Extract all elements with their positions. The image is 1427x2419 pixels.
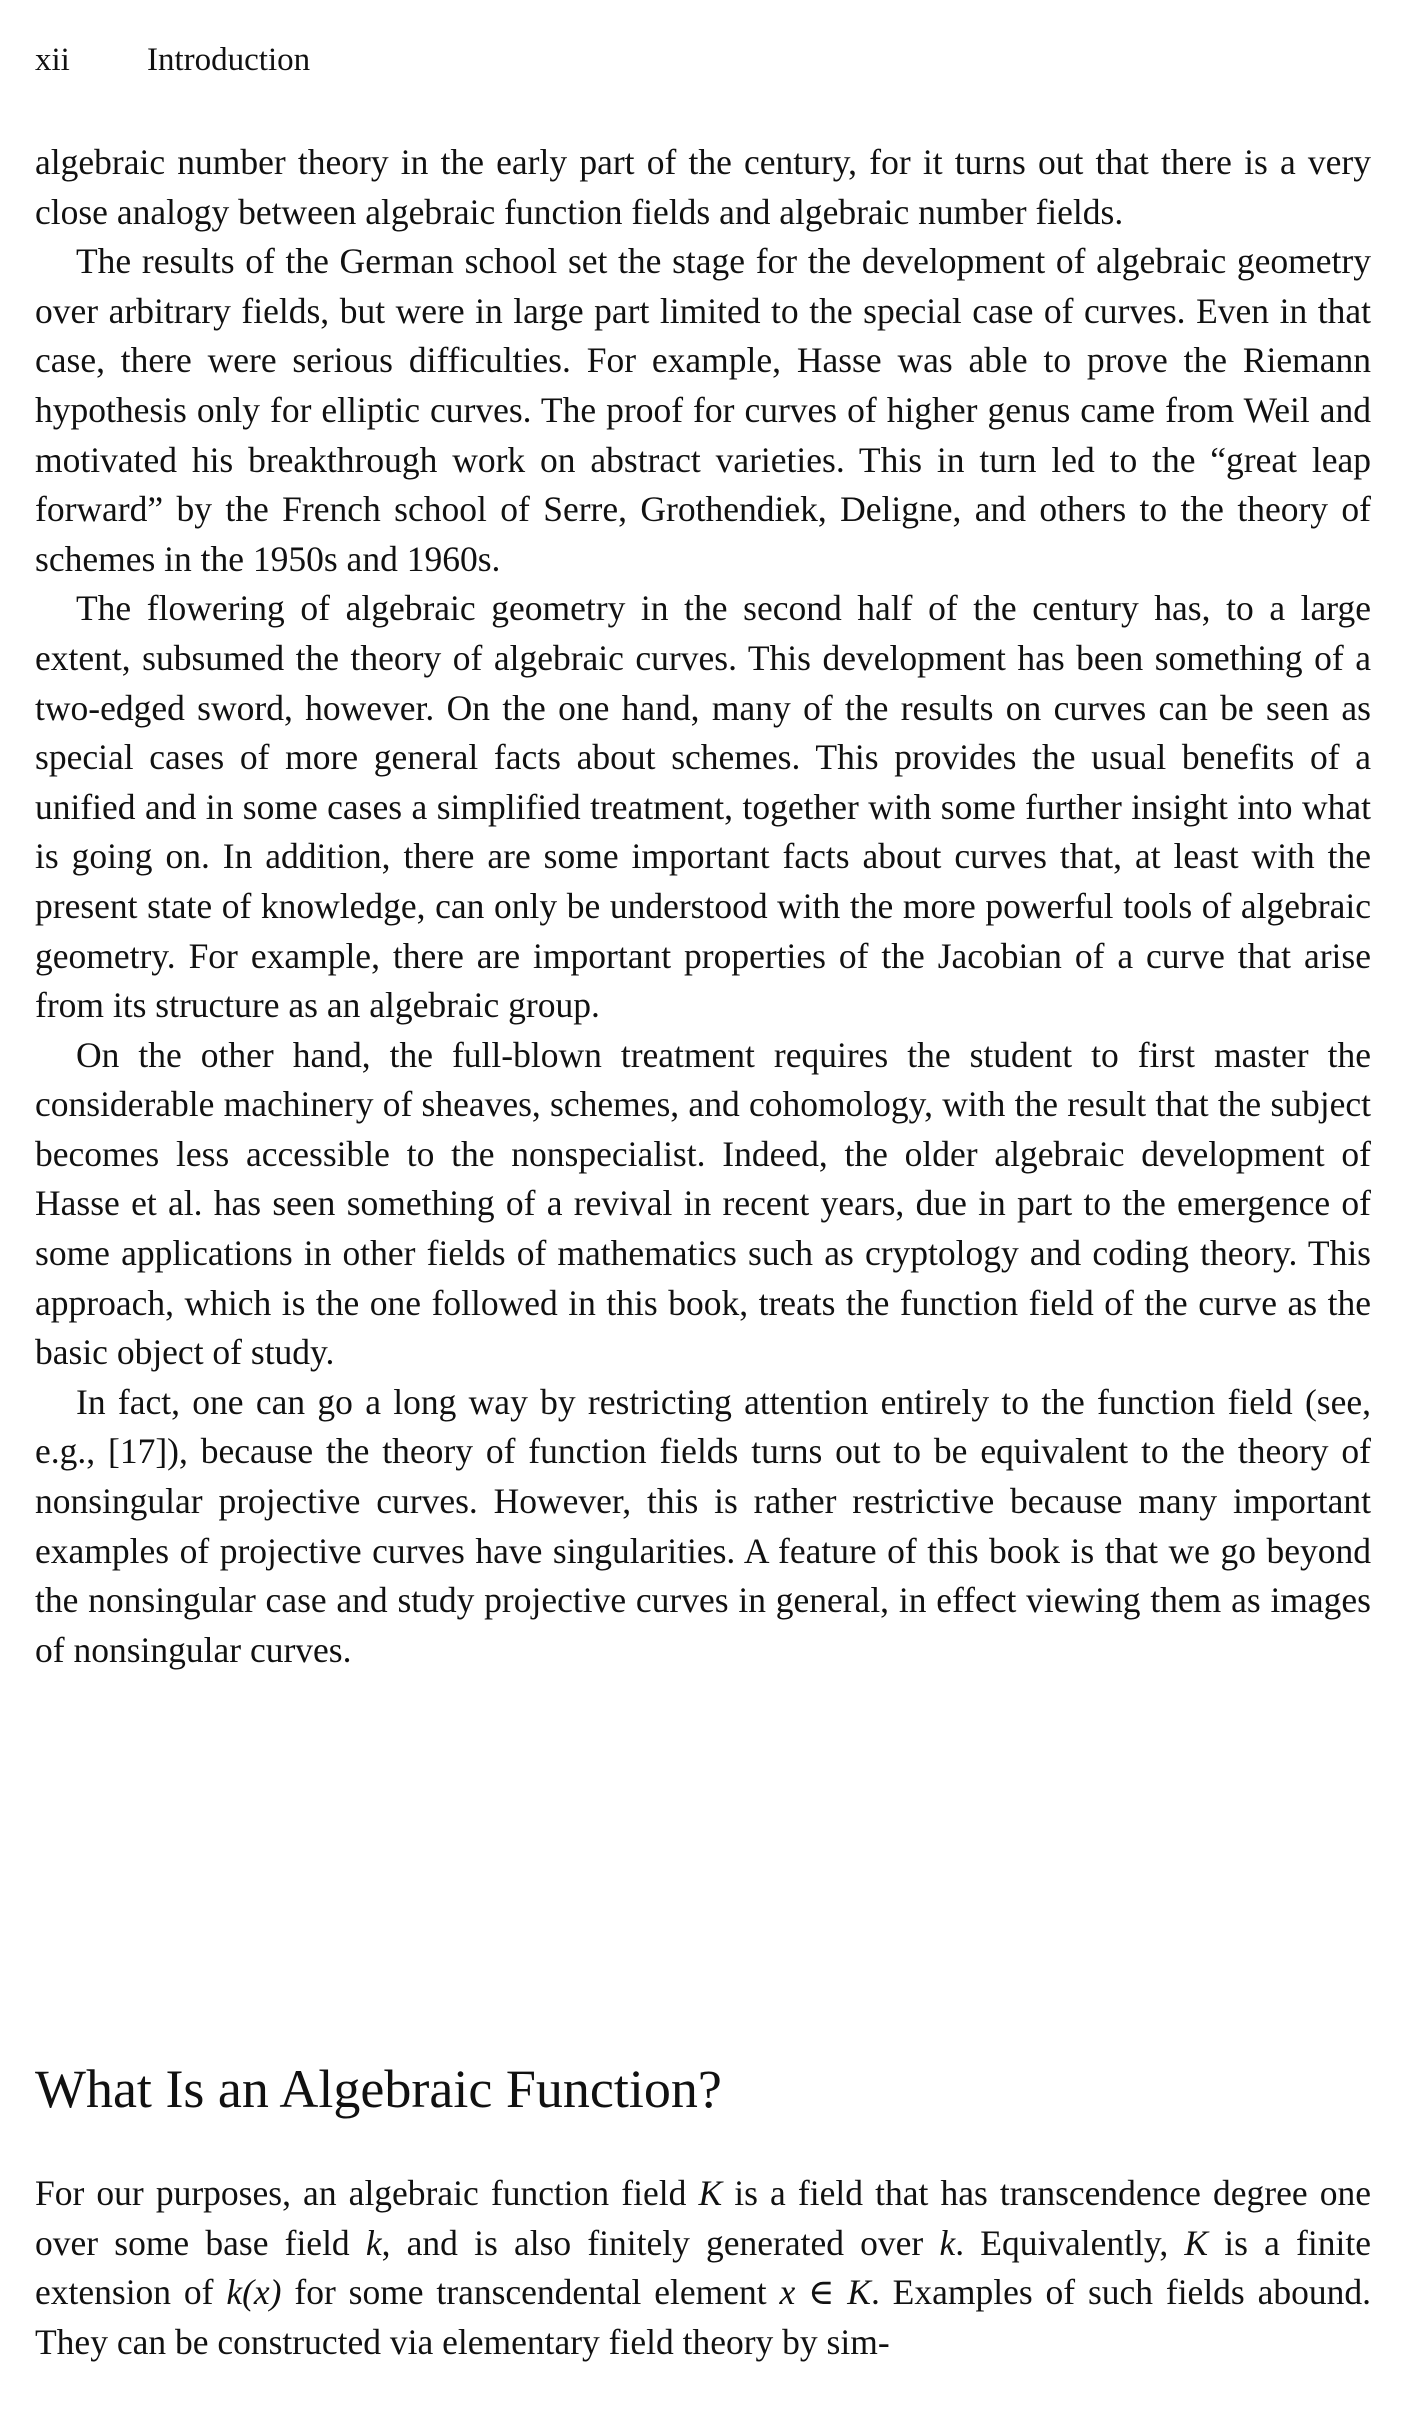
paragraph-continued: algebraic number theory in the early part of the century, for it turns out that there is a very close analogy between algebraic function fields and algebraic number fields. xyxy=(35,142,1371,232)
math-x-in-K: x ∈ K xyxy=(779,2272,871,2313)
section-paragraph xyxy=(35,2169,1371,2367)
paragraph-other-hand: On the other hand, the full-blown treatment requires the student to first master the considerable machinery of sheaves, schemes, and cohomology, with the result that the subject becomes less accessible to the nonspecialist. Indeed, the older algebraic development of Hasse et al. has seen something of a revival in recent years, due in part to the emergence of some applications in other fields of mathematics such as cryptology and coding theory. This approach, which is the one followed in this book, treats the function field of the curve as the basic object of study. xyxy=(35,1034,1371,1373)
text-run: for some transcendental element xyxy=(281,2272,780,2313)
math-kx: k(x) xyxy=(226,2272,282,2313)
text-run: . Equivalently, xyxy=(955,2222,1185,2263)
section-body xyxy=(35,2169,1371,2367)
paragraph-in-fact: In fact, one can go a long way by restricting attention entirely to the function field (see, e.g., [17]), because the theory of function fields turns out to be equivalent to the theory of nonsingular projective curves. However, this is rather restrictive because many important examples of projective curves have singularities. A feature of this book is that we go beyond the nonsingular case and study projective curves in general, in effect viewing them as images of nonsingular curves. xyxy=(35,1381,1371,1670)
math-k: k xyxy=(939,2222,956,2263)
text-run: is a finite extension of xyxy=(35,2222,1371,2313)
math-k: k xyxy=(365,2222,382,2263)
paragraph-flowering: The flowering of algebraic geometry in the second half of the century has, to a large extent, subsumed the theory of algebraic curves. This development has been something of a two-edged sword, however. On the one hand, many of the results on curves can be seen as special cases of more general facts about schemes. This provides the usual benefits of a unified and in some cases a simplified treatment, together with some further insight into what is going on. In addition, there are some important facts about curves that, at least with the present state of knowledge, can only be understood with the more powerful tools of algebraic geometry. For example, there are important properties of the Jacobian of a curve that arise from its structure as an algebraic group. xyxy=(35,588,1371,1026)
math-K: K xyxy=(1184,2222,1209,2263)
running-head xyxy=(35,38,310,82)
text-run: , and is also finitely generated over xyxy=(381,2222,940,2263)
text-run: is a field that has transcendence degree one over some base field xyxy=(35,2173,1371,2263)
text-run: . Examples of such fields abound. They can be constructed via elementary field theory by sim- xyxy=(35,2272,1371,2362)
body-text xyxy=(35,138,1371,1675)
paragraph-german-school: The results of the German school set the stage for the development of algebraic geometry over arbitrary fields, but were in large part limited to the special case of curves. Even in that case, there were serious difficulties. For example, Hasse was able to prove the Riemann hypothesis only for elliptic curves. The proof for curves of higher genus came from Weil and motivated his breakthrough work on abstract varieties. This in turn led to the “great leap forward” by the French school of Serre, Grothendiek, Deligne, and others to the theory of schemes in the 1950s and 1960s. xyxy=(35,241,1371,579)
section-heading: What Is an Algebraic Function? xyxy=(35,2059,722,2119)
text-run: For our purposes, an algebraic function field xyxy=(35,2173,699,2213)
running-title: Introduction xyxy=(147,42,311,78)
math-K: K xyxy=(698,2173,723,2213)
page-number: xii xyxy=(35,42,70,78)
